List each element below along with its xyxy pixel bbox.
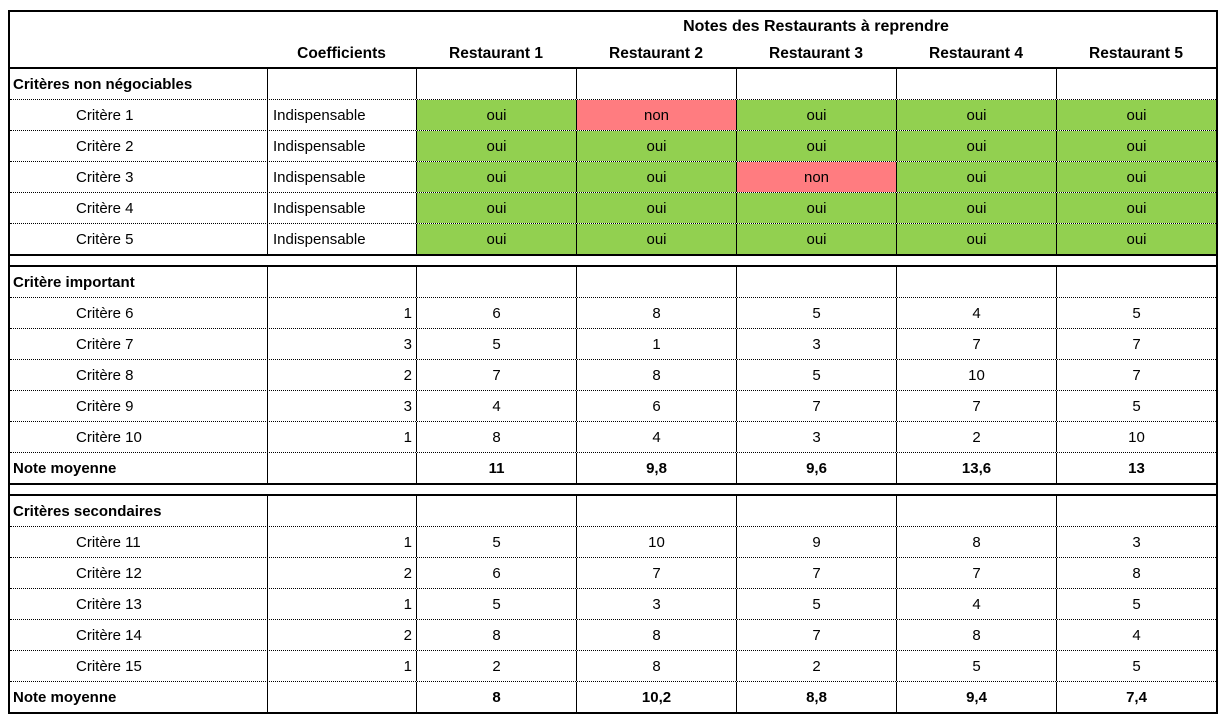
score-cell[interactable]: 8 [576,651,736,681]
score-cell[interactable]: 2 [736,651,896,681]
coefficient-cell[interactable]: 3 [267,329,416,359]
score-cell[interactable] [576,69,736,99]
coefficient-cell[interactable] [267,69,416,99]
score-cell[interactable]: oui [1056,162,1216,192]
table-row [10,192,1216,223]
score-cell[interactable]: 7 [1056,329,1216,359]
coefficient-cell[interactable]: 1 [267,298,416,328]
criterion-label-cell[interactable]: Critère 10 [76,428,142,446]
score-cell[interactable]: oui [416,224,576,254]
column-header-restaurant-2[interactable]: Restaurant 2 [609,45,703,63]
corner-cell[interactable] [10,12,416,41]
coefficient-cell[interactable]: 1 [267,651,416,681]
score-cell[interactable]: oui [736,100,896,130]
score-cell[interactable]: oui [896,131,1056,161]
column-header-restaurant-3[interactable]: Restaurant 3 [769,45,863,63]
score-cell[interactable]: non [736,162,896,192]
note-value-cell[interactable]: 7,4 [1056,682,1216,712]
score-cell[interactable]: oui [416,100,576,130]
score-cell[interactable]: 7 [896,558,1056,588]
score-cell[interactable]: 5 [736,298,896,328]
column-header-restaurant-4[interactable]: Restaurant 4 [929,45,1023,63]
coefficient-cell[interactable] [267,453,416,483]
score-cell[interactable]: 9 [736,527,896,557]
score-cell[interactable]: 7 [736,620,896,650]
score-cell[interactable]: 8 [1056,558,1216,588]
score-cell[interactable]: 6 [416,558,576,588]
coefficient-cell[interactable]: 2 [267,558,416,588]
note-value-cell[interactable]: 8,8 [736,682,896,712]
criterion-label-cell[interactable]: Critère 13 [76,595,142,613]
score-cell[interactable]: oui [1056,224,1216,254]
score-cell[interactable] [736,69,896,99]
score-cell[interactable]: 8 [896,527,1056,557]
table-row [10,390,1216,421]
note-value-cell[interactable]: 9,4 [896,682,1056,712]
table-row [10,130,1216,161]
column-header-row [10,41,1216,67]
score-cell[interactable] [576,496,736,526]
score-cell[interactable]: 8 [416,620,576,650]
score-cell[interactable] [1056,496,1216,526]
criterion-label-cell[interactable]: Critère 2 [76,137,134,155]
score-cell[interactable]: 3 [576,589,736,619]
table-row [10,359,1216,390]
score-cell[interactable] [416,267,576,297]
table-row [10,588,1216,619]
score-cell[interactable]: oui [896,100,1056,130]
score-cell[interactable] [416,496,576,526]
note-moyenne-row [10,681,1216,712]
score-cell[interactable]: 8 [576,360,736,390]
coefficient-cell[interactable]: Indispensable [267,224,416,254]
score-cell[interactable]: 2 [416,651,576,681]
coefficient-cell[interactable]: Indispensable [267,193,416,223]
table-row [10,328,1216,359]
section-header-cell[interactable]: Critère important [13,273,135,291]
coefficient-cell[interactable]: 1 [267,422,416,452]
score-cell[interactable]: oui [896,224,1056,254]
score-cell[interactable]: oui [576,193,736,223]
coefficient-cell[interactable] [267,682,416,712]
score-cell[interactable]: 10 [576,527,736,557]
title-row [10,12,1216,41]
section-gap [10,485,1216,494]
coefficient-cell[interactable]: Indispensable [267,162,416,192]
score-cell[interactable]: oui [416,131,576,161]
score-cell[interactable]: 8 [576,298,736,328]
coefficient-cell[interactable] [267,496,416,526]
score-cell[interactable]: 7 [736,391,896,421]
criterion-label-cell[interactable]: Critère 15 [76,657,142,675]
score-cell[interactable]: 6 [576,391,736,421]
criterion-label-cell[interactable]: Critère 5 [76,230,134,248]
score-cell[interactable]: 3 [1056,527,1216,557]
coefficient-cell[interactable]: 1 [267,589,416,619]
decision-matrix-table [8,10,1218,714]
criterion-label-cell[interactable]: Critère 11 [76,533,141,551]
table-title: Notes des Restaurants à reprendre [683,17,949,35]
column-header-restaurant-1[interactable]: Restaurant 1 [449,45,543,63]
note-value-cell[interactable]: 8 [416,682,576,712]
table-row [10,161,1216,192]
score-cell[interactable]: 5 [416,589,576,619]
score-cell[interactable] [896,267,1056,297]
score-cell[interactable]: oui [1056,193,1216,223]
column-header-coefficients[interactable]: Coefficients [297,45,386,63]
score-cell[interactable]: 7 [896,329,1056,359]
score-cell[interactable]: oui [416,162,576,192]
score-cell[interactable] [736,267,896,297]
score-cell[interactable]: 7 [416,360,576,390]
score-cell[interactable]: 8 [896,620,1056,650]
score-cell[interactable]: oui [736,131,896,161]
note-moyenne-row [10,452,1216,483]
score-cell[interactable]: 4 [896,298,1056,328]
score-cell[interactable] [576,267,736,297]
corner-cell[interactable] [10,41,267,67]
score-cell[interactable]: 4 [576,422,736,452]
note-value-cell[interactable]: 9,8 [576,453,736,483]
score-cell[interactable]: 7 [736,558,896,588]
section-important-criteria [10,265,1216,485]
score-cell[interactable] [736,496,896,526]
table-row [10,557,1216,588]
score-cell[interactable]: 6 [416,298,576,328]
score-cell[interactable]: oui [1056,100,1216,130]
score-cell[interactable]: 5 [1056,298,1216,328]
section-header-row [10,69,1216,99]
score-cell[interactable]: oui [576,131,736,161]
section-header-row [10,496,1216,526]
score-cell[interactable]: 8 [416,422,576,452]
note-label-cell[interactable]: Note moyenne [13,688,117,706]
table-row [10,421,1216,452]
table-row [10,650,1216,681]
criterion-label-cell[interactable]: Critère 7 [76,335,134,353]
section-header-row [10,267,1216,297]
score-cell[interactable]: oui [1056,131,1216,161]
coefficient-cell[interactable]: 2 [267,360,416,390]
score-cell[interactable]: 10 [896,360,1056,390]
score-cell[interactable]: oui [576,224,736,254]
note-value-cell[interactable]: 13 [1056,453,1216,483]
criterion-label-cell[interactable]: Critère 3 [76,168,134,186]
score-cell[interactable]: 7 [1056,360,1216,390]
note-value-cell[interactable]: 11 [416,453,576,483]
score-cell[interactable] [896,69,1056,99]
score-cell[interactable]: 1 [576,329,736,359]
table-row [10,99,1216,130]
coefficient-cell[interactable]: 2 [267,620,416,650]
table-row [10,619,1216,650]
note-value-cell[interactable]: 10,2 [576,682,736,712]
criterion-label-cell[interactable]: Critère 4 [76,199,134,217]
score-cell[interactable] [896,496,1056,526]
score-cell[interactable]: oui [736,224,896,254]
criterion-label-cell[interactable]: Critère 14 [76,626,142,644]
coefficient-cell[interactable]: Indispensable [267,100,416,130]
score-cell[interactable]: non [576,100,736,130]
table-row [10,297,1216,328]
score-cell[interactable]: 4 [416,391,576,421]
criterion-label-cell[interactable]: Critère 12 [76,564,142,582]
score-cell[interactable]: 5 [736,589,896,619]
score-cell[interactable]: oui [416,193,576,223]
score-cell[interactable]: 3 [736,329,896,359]
section-gap [10,256,1216,265]
criterion-label-cell[interactable]: Critère 1 [76,106,134,124]
note-label-cell[interactable]: Note moyenne [13,459,117,477]
section-secondary-criteria [10,494,1216,712]
score-cell[interactable]: 4 [896,589,1056,619]
coefficient-cell[interactable] [267,267,416,297]
score-cell[interactable]: 4 [1056,620,1216,650]
score-cell[interactable]: 5 [1056,651,1216,681]
coefficient-cell[interactable]: Indispensable [267,131,416,161]
score-cell[interactable]: 2 [896,422,1056,452]
score-cell[interactable] [416,69,576,99]
section-header-cell[interactable]: Critères non négociables [13,75,193,93]
score-cell[interactable]: 5 [736,360,896,390]
table-header [10,12,1216,67]
score-cell[interactable]: 7 [896,391,1056,421]
score-cell[interactable]: 10 [1056,422,1216,452]
score-cell[interactable] [1056,69,1216,99]
score-cell[interactable]: 8 [576,620,736,650]
note-value-cell[interactable]: 9,6 [736,453,896,483]
score-cell[interactable]: oui [736,193,896,223]
score-cell[interactable]: 7 [576,558,736,588]
criterion-label-cell[interactable]: Critère 8 [76,366,134,384]
column-header-restaurant-5[interactable]: Restaurant 5 [1089,45,1183,63]
section-header-cell[interactable]: Critères secondaires [13,502,162,520]
score-cell[interactable]: oui [576,162,736,192]
score-cell[interactable]: 5 [1056,589,1216,619]
coefficient-cell[interactable]: 3 [267,391,416,421]
score-cell[interactable]: 5 [416,329,576,359]
score-cell[interactable]: 3 [736,422,896,452]
score-cell[interactable]: oui [896,162,1056,192]
table-row [10,526,1216,557]
section-non-negotiable-criteria [10,67,1216,256]
note-value-cell[interactable]: 13,6 [896,453,1056,483]
criterion-label-cell[interactable]: Critère 9 [76,397,134,415]
score-cell[interactable] [1056,267,1216,297]
table-row [10,223,1216,254]
criterion-label-cell[interactable]: Critère 6 [76,304,134,322]
coefficient-cell[interactable]: 1 [267,527,416,557]
score-cell[interactable]: oui [896,193,1056,223]
score-cell[interactable]: 5 [896,651,1056,681]
score-cell[interactable]: 5 [1056,391,1216,421]
score-cell[interactable]: 5 [416,527,576,557]
